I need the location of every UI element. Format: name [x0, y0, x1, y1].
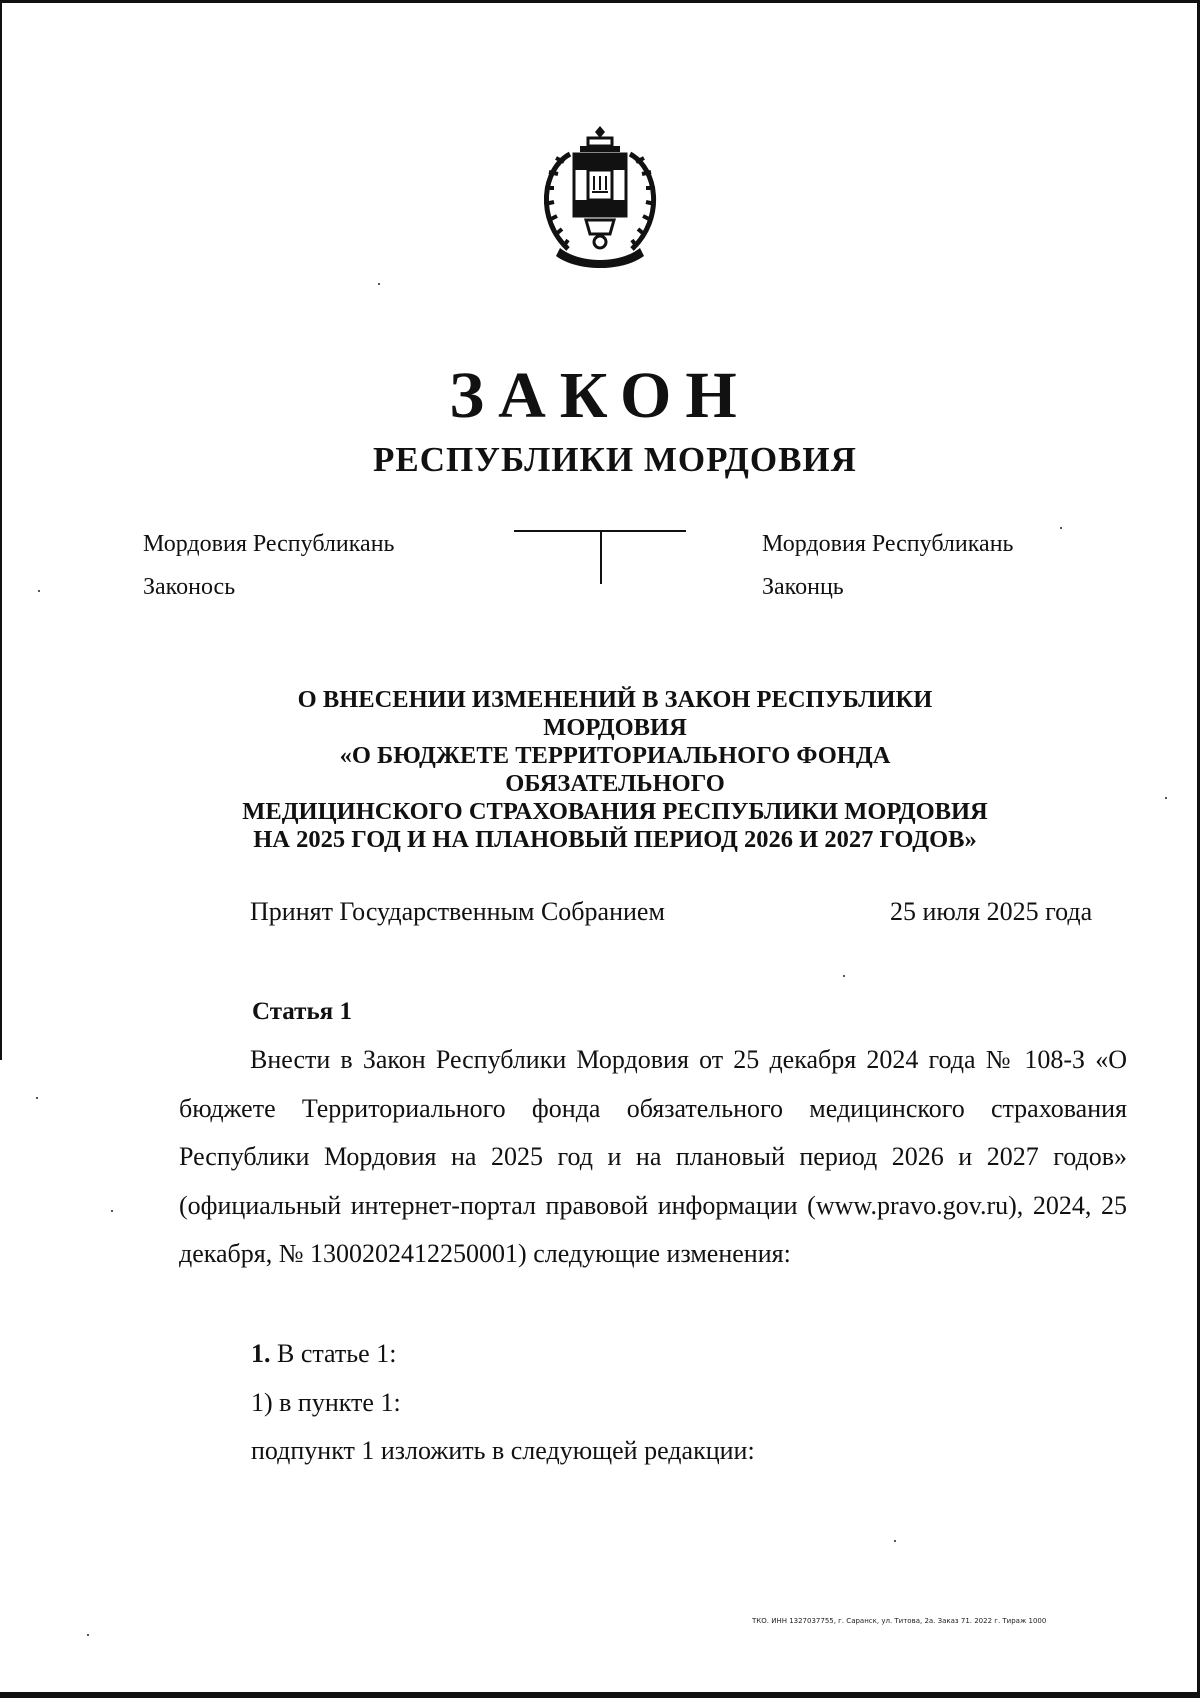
lang-left-line2: Законось — [143, 574, 236, 600]
scan-speck — [36, 1097, 38, 1099]
scan-speck — [894, 1540, 896, 1542]
lang-left-line1: Мордовия Республикань — [143, 531, 395, 557]
list-item-1 — [251, 1339, 396, 1369]
scan-edge-left — [0, 0, 2, 1060]
lang-right-line1: Мордовия Республикань — [762, 531, 1014, 557]
heading-line4: НА 2025 ГОД И НА ПЛАНОВЫЙ ПЕРИОД 2026 И 2027 ГОДОВ» — [253, 826, 977, 853]
adopted-date: 25 июля 2025 года — [890, 897, 1093, 926]
law-name-erzya-right — [762, 523, 1013, 609]
heading-line2: «О БЮДЖЕТЕ ТЕРРИТОРИАЛЬНОГО ФОНДА ОБЯЗАТЕЛЬНОГО — [339, 742, 891, 797]
registration-line-vertical — [600, 530, 602, 584]
scan-speck — [1165, 797, 1167, 799]
coat-of-arms-emblem — [530, 124, 670, 272]
scan-speck — [111, 1210, 113, 1212]
scan-speck — [378, 283, 380, 285]
heading-line1: О ВНЕСЕНИИ ИЗМЕНЕНИЙ В ЗАКОН РЕСПУБЛИКИ МОРДОВИЯ — [297, 686, 933, 741]
scan-edge-bottom — [0, 1692, 1200, 1698]
scan-speck — [87, 1634, 89, 1636]
scan-edge-top — [0, 0, 1200, 3]
scan-speck — [843, 975, 845, 977]
list-item-1-number: 1. — [251, 1339, 271, 1368]
list-item-3: подпункт 1 изложить в следующей редакции: — [251, 1436, 755, 1465]
article-body: Внести в Закон Республики Мордовия от 25 декабря 2024 года № 108-З «О бюджете Территориального фонда обязательного медицинского страхования Республики Мордовия на 2025 год и на плановый период 2026 и 2027 годов» (официальный интернет-портал правовой информации (www.pravo.gov.ru), 2024, 25 декабря, № 1300202412250001) следующие изменения: — [179, 1045, 1127, 1268]
law-heading — [230, 686, 1000, 854]
scan-speck — [38, 590, 40, 592]
article-title: Статья 1 — [252, 998, 352, 1025]
scan-speck — [1060, 527, 1062, 529]
document-subtitle: РЕСПУБЛИКИ МОРДОВИЯ — [373, 440, 857, 479]
adopted-by: Принят Государственным Собранием — [250, 897, 665, 926]
printing-footer: ТКО. ИНН 1327037755, г. Саранск, ул. Титова, 2а. Заказ 71. 2022 г. Тираж 1000 — [752, 1617, 1047, 1625]
list-item-1-text: В статье 1: — [270, 1339, 397, 1368]
law-name-moksha-left — [143, 523, 394, 609]
list-item-2: 1) в пункте 1: — [251, 1388, 401, 1417]
document-title: ЗАКОН — [449, 359, 751, 432]
lang-right-line2: Законць — [762, 574, 844, 600]
heading-line3: МЕДИЦИНСКОГО СТРАХОВАНИЯ РЕСПУБЛИКИ МОРДОВИЯ — [242, 798, 988, 825]
